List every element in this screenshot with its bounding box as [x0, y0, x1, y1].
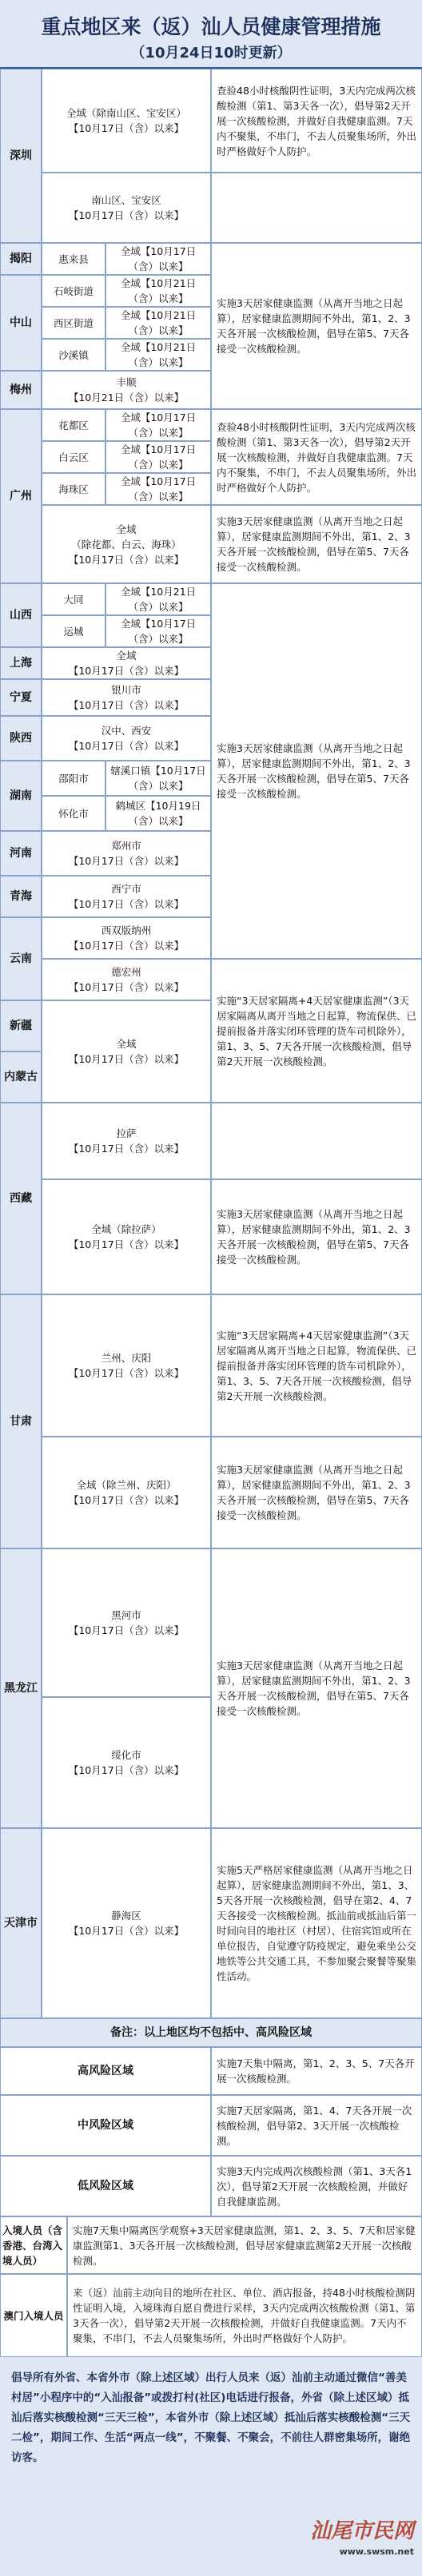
region-district: 沙溪镇 [42, 339, 106, 371]
measure-text: 实施7天集中隔离医学观察+3天居家健康监测，第1、2、3、5、7天和居家健康监测第1、3天各开展一次核酸检测，倡导居家健康监测第2天开展一次核酸检测。 [73, 2224, 416, 2267]
page-title: 重点地区来（返）汕人员健康管理措施 [41, 15, 381, 38]
region-name: 云南 [0, 917, 42, 1000]
measure-cell [211, 959, 422, 1103]
watermark-logo: 汕尾市民网 [309, 2519, 414, 2543]
measure-cell [211, 1294, 422, 1437]
region-area: 全域（除兰州、庆阳） 【10月17日（含）以来】 [42, 1437, 211, 1548]
region-area: 全域【10月21日（含）以来】 [106, 583, 211, 615]
region-name: 河南 [0, 831, 42, 876]
measure-text: 实施3天居家健康监测（从离开当地之日起算），居家健康监测期间不外出，第1、2、3天各开展一次核酸检测，倡导在第5、7天各接受一次核酸检测。 [217, 742, 411, 800]
region-area: 汉中、西安 【10月17日（含）以来】 [42, 716, 211, 761]
region-district: 石岐街道 [42, 275, 106, 307]
measure-cell [211, 69, 422, 173]
region-area: 黑河市 【10月17日（含）以来】 [42, 1548, 211, 1697]
measure-cell [211, 243, 422, 409]
measure-cell [67, 2274, 422, 2357]
region-name: 宁夏 [0, 679, 42, 716]
region-area: 西双版纳州 【10月17日（含）以来】 [42, 917, 211, 959]
region-area: 全域 【10月17日（含）以来】 [42, 647, 211, 679]
region-district: 怀化市 [42, 796, 106, 831]
region-area: 静海区 【10月17日（含）以来】 [42, 1828, 211, 2018]
note-row: 备注：以上地区均不包括中、高风险区域 [0, 2018, 422, 2047]
region-area: 南山区、宝安区 【10月17日（含）以来】 [42, 173, 211, 243]
measure-text: 实施7天集中隔离，第1、2、3、5、7天各开展一次核酸检测。 [217, 2057, 415, 2085]
region-area: 全域【10月21日（含）以来】 [106, 307, 211, 339]
region-district: 邵阳市 [42, 761, 106, 796]
region-area: 全域【10月17日（含）以来】 [106, 473, 211, 505]
watermark-url: www.swsm.net [339, 2546, 414, 2557]
region-name: 青海 [0, 876, 42, 917]
measure-cell [211, 505, 422, 583]
region-area: 全域（除拉萨） 【10月17日（含）以来】 [42, 1179, 211, 1294]
region-name: 梅州 [0, 371, 42, 409]
inbound-people: 入境人员（含香港、台湾入境人员） [0, 2216, 67, 2274]
region-area: 拉萨 【10月17日（含）以来】 [42, 1103, 211, 1179]
measure-text: 实施5天严格居家健康监测（从离开当地之日起算），居家健康监测期间不外出，第1、3、5天各开展一次核酸检测，倡导在第2、4、7天各接受一次核酸检测。抵汕前或抵汕后第一时间向目的地社区（村居）、住宿宾馆或所在单位报告，自觉遵守防疫规定，避免乘坐公交地铁等公共交通工具，不参加聚会聚餐等聚集性活动。 [217, 1864, 417, 1982]
region-area: 绥化市 【10月17日（含）以来】 [42, 1697, 211, 1828]
region-name: 揭阳 [0, 243, 42, 275]
measure-cell [211, 583, 422, 959]
footer-notice [0, 2357, 422, 2576]
region-area: 全域【10月17日（含）以来】 [106, 441, 211, 473]
risk-level-low: 低风险区域 [0, 2156, 211, 2216]
footer-text: 倡导所有外省、本省外市（除上述区域）出行人员来（返）汕前主动通过微信“善美村居”小程序中的“入汕报备”或拨打村(社区)电话进行报备，外省（除上述区域）抵汕后落实核酸检测“三天三检”，本省外市（除上述区域）抵汕后落实核酸检测“三天二检”，期间工作、生活“两点一线”，不聚餐、不聚会，不前往人群密集场所，谢绝访客。 [11, 2371, 411, 2464]
region-district: 惠来县 [42, 243, 106, 275]
measure-text: 实施“3天居家隔离+4天居家健康监测”（3天居家隔离从离开当地之日起算，物流保供、已提前报备并落实闭环管理的货车司机除外），第1、3、5、7天各开展一次核酸检测，倡导第2天开展一次核酸检测。 [217, 1329, 417, 1402]
measure-cell [211, 1179, 422, 1294]
risk-level-high: 高风险区域 [0, 2047, 211, 2095]
region-name: 西藏 [0, 1103, 42, 1294]
measure-cell [211, 1548, 422, 1828]
region-area: 兰州、庆阳 【10月17日（含）以来】 [42, 1294, 211, 1437]
watermark [309, 2519, 414, 2562]
region-district: 运城 [42, 615, 106, 647]
region-name: 深圳 [0, 69, 42, 243]
measure-cell-empty [211, 173, 422, 243]
region-area: 全域 【10月17日（含）以来】 [42, 1000, 211, 1103]
region-name: 内蒙古 [0, 1051, 42, 1103]
region-area: 全域 （除花都、白云、海珠） 【10月17日（含）以来】 [42, 505, 211, 583]
region-name: 湖南 [0, 761, 42, 831]
region-name: 甘肃 [0, 1294, 42, 1548]
measure-cell [67, 2216, 422, 2274]
macau-inbound: 澳门入境人员 [0, 2274, 67, 2357]
measure-cell [211, 2156, 422, 2216]
measure-cell [211, 2095, 422, 2156]
measure-cell [211, 1437, 422, 1548]
measure-text: 实施3天内完成两次核酸检测（第1、3天各1次），倡导第2天开展一次核酸检测，并做好自我健康监测。 [217, 2165, 412, 2208]
measure-text: 实施3天居家健康监测（从离开当地之日起算），居家健康监测期间不外出，第1、2、3天各开展一次核酸检测，倡导在第5、7天各接受一次核酸检测。 [217, 297, 411, 355]
measure-cell [211, 2047, 422, 2095]
measure-cell [211, 409, 422, 505]
measure-cell-empty [211, 1103, 422, 1179]
measure-text: 实施“3天居家隔离+4天居家健康监测”（3天居家隔离从离开当地之日起算，物流保供、已提前报备并落实闭环管理的货车司机除外），第1、3、5、7天各开展一次核酸检测，倡导第2天开展一次核酸检测。 [217, 994, 417, 1067]
region-district: 西区街道 [42, 307, 106, 339]
region-name: 山西 [0, 583, 42, 647]
risk-level-mid: 中风险区域 [0, 2095, 211, 2156]
measure-text: 实施7天居家隔离，第1、4、7天各开展一次核酸检测，倡导第2、3天开展一次核酸检测。 [217, 2104, 412, 2147]
measure-text: 实施3天居家健康监测（从离开当地之日起算），居家健康监测期间不外出，第1、2、3天各开展一次核酸检测，倡导在第5、7天各接受一次核酸检测。 [217, 515, 411, 573]
region-area: 丰顺 【10月21日（含）以来】 [42, 371, 211, 409]
measure-text: 实施3天居家健康监测（从离开当地之日起算），居家健康监测期间不外出，第1、2、3天各开展一次核酸检测，倡导在第5、7天各接受一次核酸检测。 [217, 1464, 411, 1521]
region-name: 新疆 [0, 1000, 42, 1051]
region-area: 全域【10月21日（含）以来】 [106, 339, 211, 371]
region-district: 大同 [42, 583, 106, 615]
region-area: 全域【10月17日（含）以来】 [106, 243, 211, 275]
header [0, 0, 422, 69]
region-area: 全域【10月17日（含）以来】 [106, 409, 211, 441]
region-district: 花都区 [42, 409, 106, 441]
page-subtitle: （10月24日10时更新） [130, 45, 292, 62]
measure-text: 来（返）汕前主动向目的地所在社区、单位、酒店报备，持48小时核酸检测阴性证明入境，入境珠海自愿自费进行采样，3天内完成两次核酸检测（第1、第3天各一次），倡导第2天开展一次核酸检测，并做好自我健康监测。7天内不聚集，不串门，不去人员聚集场所，外出时严格做好个人防护。 [73, 2287, 416, 2344]
region-area: 全域【10月21日（含）以来】 [106, 275, 211, 307]
measure-text: 查验48小时核酸阴性证明，3天内完成两次核酸检测（第1、第3天各一次），倡导第2天开展一次核酸检测，并做好自我健康监测。7天内不聚集，不串门，不去人员聚集场所，外出时严格做好个人防护。 [217, 420, 417, 494]
region-name: 上海 [0, 647, 42, 679]
region-area: 鹤城区【10月19日（含）以来】 [106, 796, 211, 831]
measure-text: 实施3天居家健康监测（从离开当地之日起算），居家健康监测期间不外出，第1、2、3天各开展一次核酸检测，倡导在第5、7天各接受一次核酸检测。 [217, 1660, 411, 1717]
region-district: 海珠区 [42, 473, 106, 505]
region-area: 银川市 【10月17日（含）以来】 [42, 679, 211, 716]
region-name: 天津市 [0, 1828, 42, 2018]
region-name: 广州 [0, 409, 42, 583]
region-area: 全域（除南山区、宝安区） 【10月17日（含）以来】 [42, 69, 211, 173]
measure-text: 实施3天居家健康监测（从离开当地之日起算），居家健康监测期间不外出，第1、2、3天各开展一次核酸检测，倡导在第5、7天各接受一次核酸检测。 [217, 1208, 411, 1266]
region-area: 辖溪口镇【10月17日（含）以来】 [106, 761, 211, 796]
region-district: 白云区 [42, 441, 106, 473]
region-name: 黑龙江 [0, 1548, 42, 1828]
region-name: 中山 [0, 275, 42, 371]
region-area: 西宁市 【10月17日（含）以来】 [42, 876, 211, 917]
region-area: 全域【10月17日（含）以来】 [106, 615, 211, 647]
measure-cell [211, 1828, 422, 2018]
region-area: 郑州市 【10月17日（含）以来】 [42, 831, 211, 876]
region-area: 德宏州 【10月17日（含）以来】 [42, 959, 211, 1000]
measure-text: 查验48小时核酸阴性证明，3天内完成两次核酸检测（第1、第3天各一次），倡导第2天开展一次核酸检测，并做好自我健康监测。7天内不聚集，不串门，不去人员聚集场所，外出时严格做好个人防护。 [217, 84, 417, 157]
region-name: 陕西 [0, 716, 42, 761]
